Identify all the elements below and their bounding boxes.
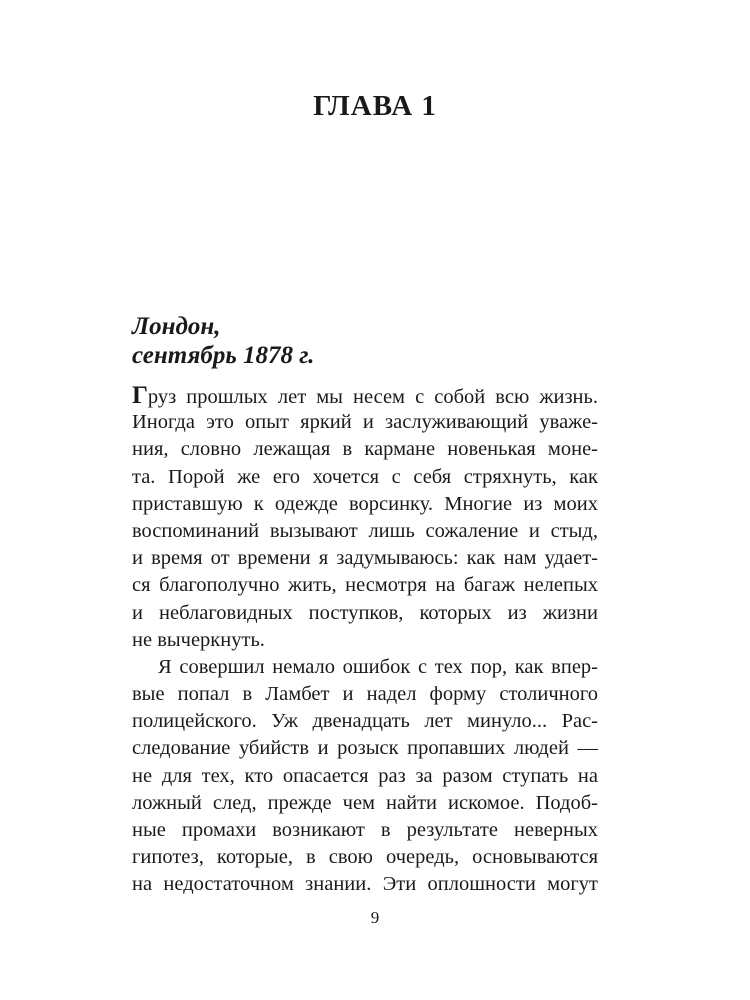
drop-cap: Г bbox=[132, 382, 148, 409]
text-line bbox=[132, 382, 598, 409]
text-line: ся благополучно жить, несмотря на багаж нелепых bbox=[132, 574, 598, 597]
text-line: не вычеркнуть. bbox=[132, 628, 265, 651]
text-line: воспоминаний вызывают лишь сожаление и стыд, bbox=[132, 519, 598, 542]
text-line: та. Порой же его хочется с себя стряхнуть, как bbox=[132, 465, 598, 488]
text-line-content: руз прошлых лет мы несем с собой всю жизнь. bbox=[147, 386, 598, 408]
page-number: 9 bbox=[370, 908, 380, 927]
place-line: Лондон, bbox=[132, 313, 221, 340]
text-line: ния, словно лежащая в кармане новенькая моне- bbox=[132, 438, 598, 461]
text-line: Я совершил немало ошибок с тех пор, как впер- bbox=[158, 655, 598, 678]
text-line: и неблаговидных поступков, которых из жизни bbox=[132, 601, 598, 624]
text-line: полицейского. Уж двенадцать лет минуло... Рас- bbox=[132, 710, 598, 733]
place-date-heading bbox=[132, 312, 314, 370]
text-line: приставшую к одежде ворсинку. Многие из моих bbox=[132, 492, 598, 515]
text-line: на недостаточном знании. Эти оплошности могут bbox=[132, 873, 598, 896]
body-text bbox=[132, 382, 598, 899]
chapter-title: ГЛАВА 1 bbox=[313, 90, 437, 122]
text-line: не для тех, кто опасается раз за разом ступать на bbox=[132, 764, 598, 787]
text-line: ные промахи возникают в результате неверных bbox=[132, 819, 598, 841]
text-line: ложный след, прежде чем найти искомое. Подоб- bbox=[132, 791, 598, 814]
text-line: следование убийств и розыск пропавших людей — bbox=[132, 737, 598, 760]
text-line: Иногда это опыт яркий и заслуживающий уваже- bbox=[132, 411, 598, 434]
text-line: гипотез, которые, в свою очередь, основываются bbox=[132, 846, 598, 869]
text-line: вые попал в Ламбет и надел форму столичного bbox=[132, 683, 598, 706]
text-line: и время от времени я задумываюсь: как нам удает- bbox=[132, 547, 598, 570]
date-line: сентябрь 1878 г. bbox=[132, 342, 315, 369]
